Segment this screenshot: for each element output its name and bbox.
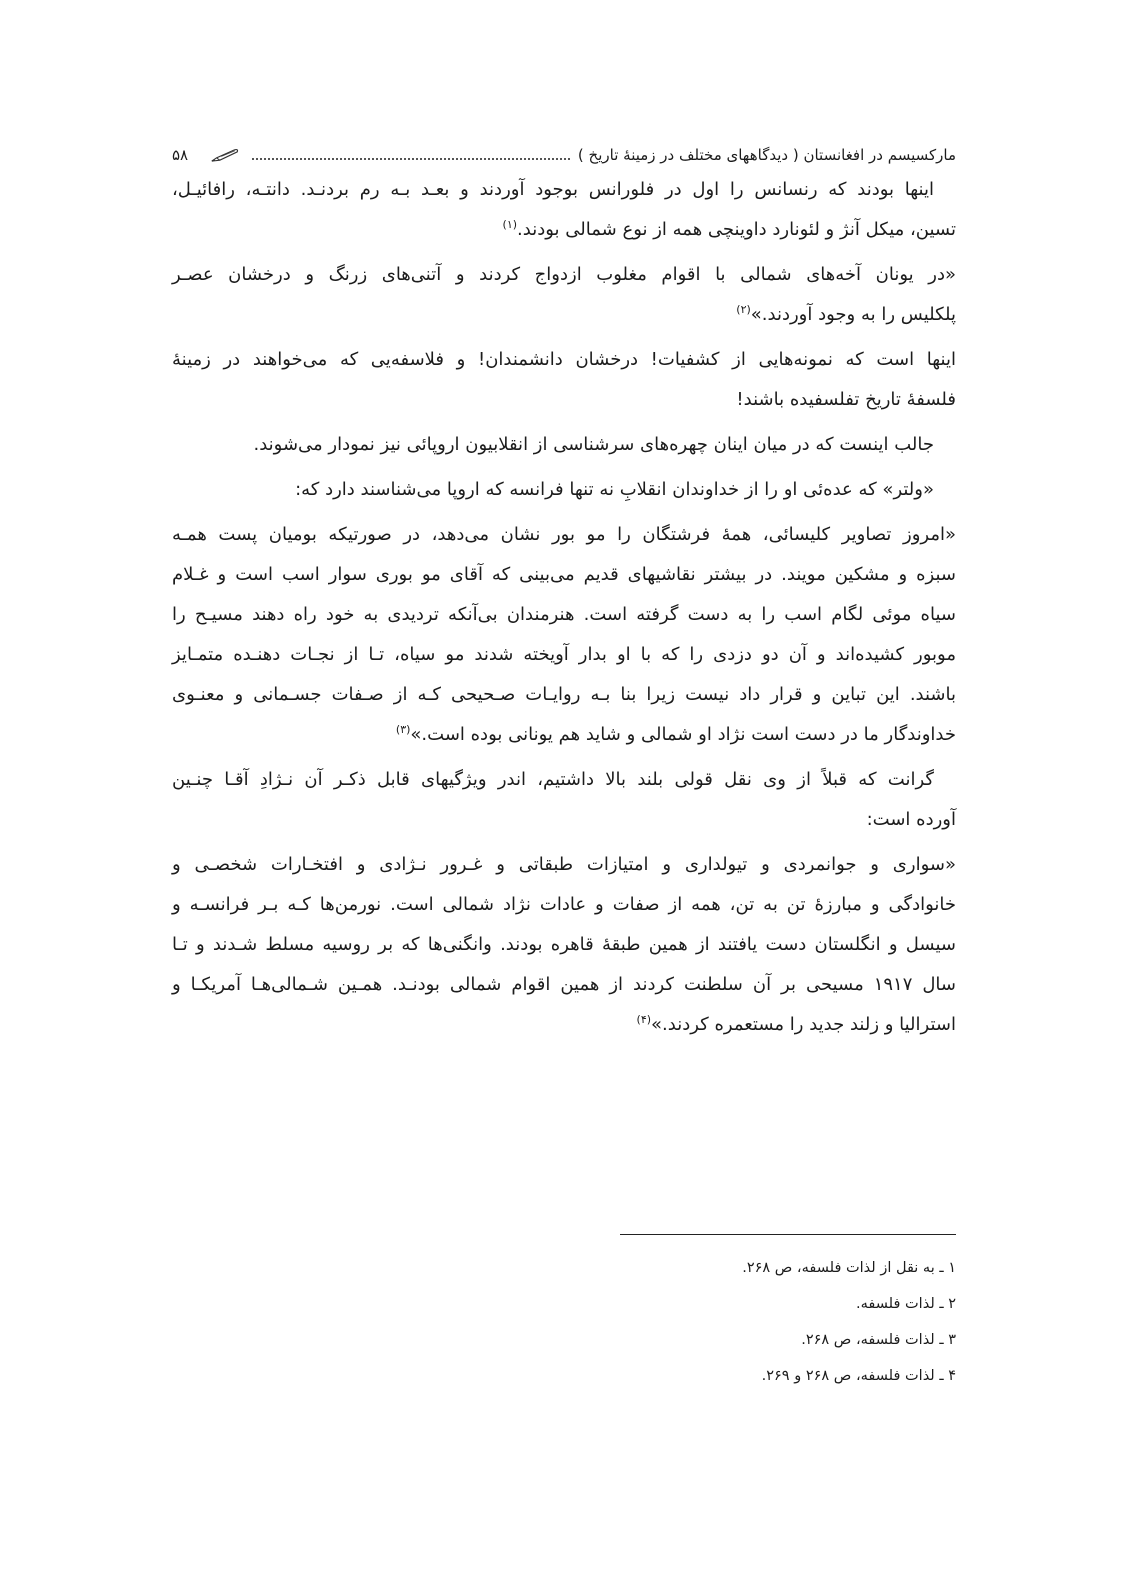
text-line: گرانت که قبلاً از وی نقل قولی بلند بالا داشتیم، اندر ویژگیهای قابل ذکـر آن نـژادِ آقـا چنـین [172,769,934,790]
text-line: اینها است که نمونه‌هایی از کشفیات! درخشان دانشمندان! و فلاسفه‌یی که می‌خواهند در زمینهٔ [172,349,956,370]
text-line [172,295,956,335]
footnote-rule [620,1234,956,1235]
paragraph [172,170,956,250]
footnote-ref: (۴) [636,1013,652,1026]
body-text [172,170,956,1050]
paragraph [172,760,956,840]
line-text: پلکلیس را به وجود آوردند.» [750,304,956,325]
footnotes [560,1250,956,1394]
line-text: تسین، میکل آنژ و لئونارد داوینچی همه از نوع شمالی بودند. [517,219,956,240]
text-line: سال ۱۹۱۷ مسیحی بر آن سلطنت کردند از همین اقوام شمالی بودنـد. همـین شـمالی‌هـا آمریکـا و [172,974,956,995]
text-line: آورده است: [866,809,956,830]
text-line [172,715,956,755]
paragraph [172,470,956,510]
quote-paragraph [172,845,956,1045]
text-line: فلسفهٔ تاریخ تفلسفیده باشند! [736,389,956,410]
text-line: باشند. این تباین و قرار داد نیست زیرا بنا بـه روایـات صـحیحی کـه از صـفات جسـمانی و معنـوی [172,684,956,705]
footnote-ref: (۱) [502,218,518,231]
paragraph [172,425,956,465]
line-text: استرالیا و زلند جدید را مستعمره کردند.» [651,1014,956,1035]
text-line [172,210,956,250]
dot-leader [252,158,570,160]
text-line: «سواری و جوانمردی و تیولداری و امتیازات طبقاتی و غـرور نـژادی و افتخـارات شخصـی و [172,854,956,875]
paragraph [172,340,956,420]
text-line: «امروز تصاویر کلیسائی، همهٔ فرشتگان را مو بور نشان می‌دهد، در صورتیکه بومیان پست همـه [172,524,956,545]
running-title: مارکسیسم در افغانستان ( دیدگاههای مختلف در زمینهٔ تاریخ ) [577,146,956,164]
text-line: «ولتر» که عده‌ئی او را از خداوندان انقلابِ نه تنها فرانسه که اروپا می‌شناسند دارد که: [295,479,934,500]
text-line: سیسل و انگلستان دست یافتند از همین طبقهٔ قاهره بودند. وانگنی‌ها که بر روسیه مسلط شـدند و تـا [172,934,956,955]
footnote-ref: (۳) [395,723,411,736]
footnote: ۴ ـ لذات فلسفه، ص ۲۶۸ و ۲۶۹. [761,1368,956,1384]
line-text: خداوندگار ما در دست است نژاد او شمالی و شاید هم یونانی بوده است.» [410,724,956,745]
footnote: ۲ ـ لذات فلسفه. [856,1296,956,1312]
quote-paragraph [172,255,956,335]
text-line: اینها بودند که رنسانس را اول در فلورانس بوجود آوردند و بعـد بـه رم بردنـد. دانتـه، رافائیـل، [172,179,934,200]
text-line: جالب اینست که در میان اینان چهره‌های سرشناسی از انقلابیون اروپائی نیز نمودار می‌شوند. [253,434,934,455]
text-line: سبزه و مشکین مویند. در بیشتر نقاشیهای قدیم می‌بینی که آقای مو بوری سوار اسب است و غـلام [172,564,956,585]
page-header [172,141,956,169]
footnote-ref: (۲) [736,303,751,316]
page-number: ۵۸ [172,146,189,164]
text-line [172,1005,956,1045]
quote-paragraph [172,515,956,755]
text-line: خانوادگی و مبارزهٔ تن به تن، همه از صفات و عادات نژاد شمالی است. نورمن‌ها کـه بـر فرانسـه و [172,894,956,915]
text-line: موبور کشیده‌اند و آن دو دزدی را که با او بدار آویخته شدند مو سیاه، تـا از نجـات دهنـده متمـایز [172,644,956,665]
text-line: «در یونان آخه‌های شمالی با اقوام مغلوب ازدواج کردند و آتنی‌های زرنگ و درخشان عصـر [172,264,956,285]
text-line: سیاه موئی لگام اسب را به دست گرفته است. هنرمندان بی‌آنکه تردیدی به خود راه دهند مسیـح را [172,604,956,625]
footnote: ۳ ـ لذات فلسفه، ص ۲۶۸. [801,1332,956,1348]
pen-icon [210,147,240,163]
footnote: ۱ ـ به نقل از لذات فلسفه، ص ۲۶۸. [742,1260,956,1276]
